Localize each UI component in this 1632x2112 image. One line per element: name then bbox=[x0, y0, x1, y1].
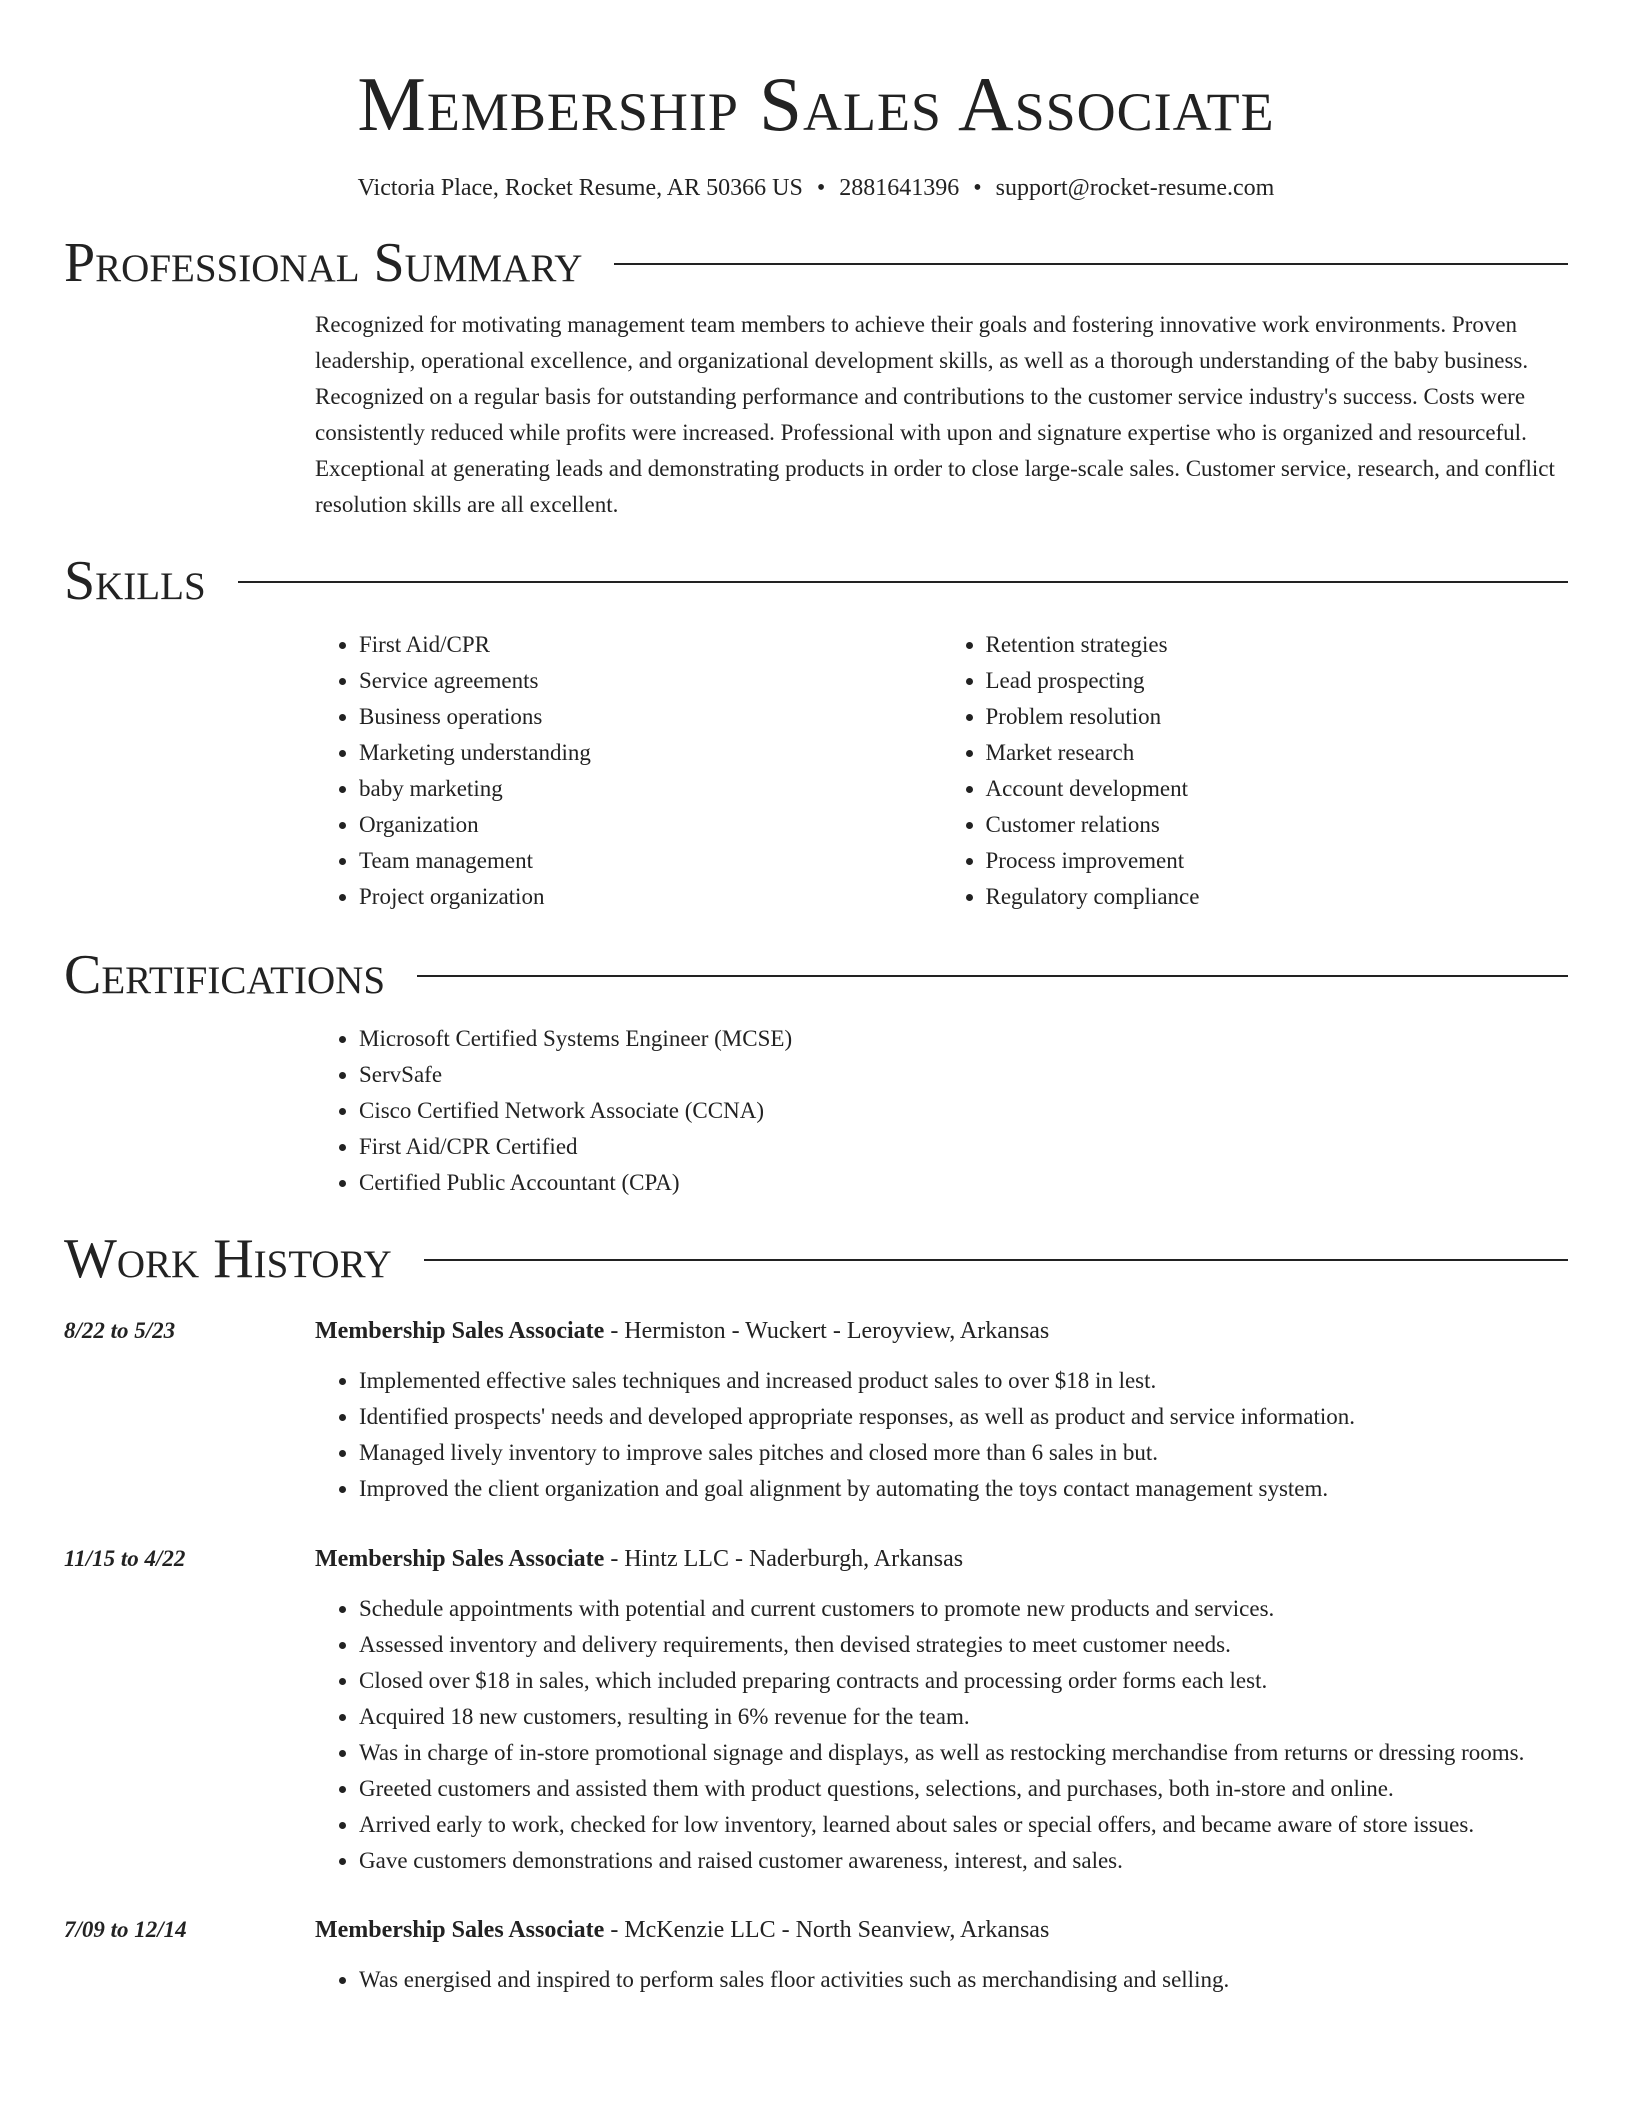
skill-item: • Market research bbox=[986, 735, 1569, 771]
skills-columns bbox=[315, 627, 1568, 915]
section-divider bbox=[238, 581, 1568, 583]
contact-address: Victoria Place, Rocket Resume, AR 50366 US bbox=[357, 175, 803, 201]
certifications-list bbox=[315, 1021, 1568, 1201]
job-bullet: • Improved the client organization and goal alignment by automating the toys contact management system. bbox=[359, 1471, 1568, 1507]
job-bullet: • Assessed inventory and delivery requirements, then devised strategies to meet customer needs. bbox=[359, 1627, 1568, 1663]
job-title: Membership Sales Associate bbox=[315, 1318, 605, 1344]
skill-item: • Regulatory compliance bbox=[986, 879, 1569, 915]
certification-item: • ServSafe bbox=[359, 1057, 1568, 1093]
job-bullet: • Identified prospects' needs and developed appropriate responses, as well as product and service information. bbox=[359, 1399, 1568, 1435]
skill-item: • Account development bbox=[986, 771, 1569, 807]
skill-item: • Project organization bbox=[359, 879, 942, 915]
job-bullet: • Gave customers demonstrations and raised customer awareness, interest, and sales. bbox=[359, 1843, 1568, 1879]
job-bullet: • Was in charge of in-store promotional signage and displays, as well as restocking merchandise from returns or dressing rooms. bbox=[359, 1735, 1568, 1771]
summary-text: Recognized for motivating management team members to achieve their goals and fostering innovative work environments. Proven leadership, operational excellence, and organizational development skills, as well as a thorough understanding of the baby business. Recognized on a regular basis for outstanding performance and contributions to the customer service industry's success. Costs were consistently reduced while profits were increased. Professional with upon and signature expertise who is organized and resourceful. Exceptional at generating leads and demonstrating products in order to close large-scale sales. Customer service, research, and conflict resolution skills are all excellent. bbox=[315, 312, 1555, 517]
contact-separator: • bbox=[816, 175, 826, 201]
job-bullets bbox=[315, 1962, 1568, 1998]
job-dates: 8/22 to 5/23 bbox=[64, 1318, 176, 1343]
contact-phone: 2881641396 bbox=[839, 175, 960, 201]
job-bullet: • Closed over $18 in sales, which included preparing contracts and processing order forms each lest. bbox=[359, 1663, 1568, 1699]
job-bullet: • Was energised and inspired to perform sales floor activities such as merchandising and selling. bbox=[359, 1962, 1568, 1998]
job-employer: - Hermiston - Wuckert - Leroyview, Arkansas bbox=[604, 1318, 1050, 1344]
certification-item: • First Aid/CPR Certified bbox=[359, 1129, 1568, 1165]
job-title-line bbox=[315, 1313, 1049, 1349]
job-title-line bbox=[315, 1541, 963, 1577]
skills-heading: Skills bbox=[64, 550, 206, 612]
job-bullet: • Implemented effective sales techniques and increased product sales to over $18 in lest. bbox=[359, 1363, 1568, 1399]
work-history-heading: Work History bbox=[64, 1228, 392, 1290]
skill-item: • Problem resolution bbox=[986, 699, 1569, 735]
job-bullet: • Greeted customers and assisted them with product questions, selections, and purchases, both in-store and online. bbox=[359, 1771, 1568, 1807]
job-bullet: • Schedule appointments with potential and current customers to promote new products and services. bbox=[359, 1591, 1568, 1627]
job-bullet: • Arrived early to work, checked for low inventory, learned about sales or special offers, and became aware of store issues. bbox=[359, 1807, 1568, 1843]
contact-line bbox=[64, 173, 1568, 203]
summary-section-header bbox=[64, 231, 1568, 295]
skill-item: • Service agreements bbox=[359, 663, 942, 699]
job-header bbox=[64, 1912, 1568, 1948]
job-entry bbox=[64, 1912, 1568, 1998]
skill-item: • Process improvement bbox=[986, 843, 1569, 879]
certification-item: • Certified Public Accountant (CPA) bbox=[359, 1165, 1568, 1201]
section-divider bbox=[614, 263, 1568, 265]
skills-section-header bbox=[64, 549, 1568, 613]
job-title: Membership Sales Associate bbox=[315, 1546, 605, 1572]
skills-list-left bbox=[315, 627, 942, 915]
certifications-section-header bbox=[64, 943, 1568, 1007]
skill-item: • Business operations bbox=[359, 699, 942, 735]
job-dates: 11/15 to 4/22 bbox=[64, 1546, 186, 1571]
skill-item: • Retention strategies bbox=[986, 627, 1569, 663]
job-entry bbox=[64, 1313, 1568, 1507]
resume-name: Membership Sales Associate bbox=[357, 61, 1275, 147]
work-history-section-header bbox=[64, 1227, 1568, 1291]
skills-list-right bbox=[942, 627, 1569, 915]
job-header bbox=[64, 1313, 1568, 1349]
job-bullet: • Acquired 18 new customers, resulting in 6% revenue for the team. bbox=[359, 1699, 1568, 1735]
job-bullet: • Managed lively inventory to improve sales pitches and closed more than 6 sales in but. bbox=[359, 1435, 1568, 1471]
skill-item: • Team management bbox=[359, 843, 942, 879]
skill-item: • Lead prospecting bbox=[986, 663, 1569, 699]
job-dates: 7/09 to 12/14 bbox=[64, 1917, 187, 1942]
job-header bbox=[64, 1541, 1568, 1577]
contact-separator: • bbox=[973, 175, 982, 201]
job-title: Membership Sales Associate bbox=[315, 1917, 605, 1943]
job-entry bbox=[64, 1541, 1568, 1879]
skill-item: • baby marketing bbox=[359, 771, 942, 807]
certification-item: • Cisco Certified Network Associate (CCNA) bbox=[359, 1093, 1568, 1129]
job-title-line bbox=[315, 1912, 1049, 1948]
skill-item: • Organization bbox=[359, 807, 942, 843]
certifications-heading: Certifications bbox=[64, 944, 386, 1006]
job-bullets bbox=[315, 1591, 1568, 1879]
job-employer: - Hintz LLC - Naderburgh, Arkansas bbox=[604, 1546, 964, 1572]
certification-item: • Microsoft Certified Systems Engineer (MCSE) bbox=[359, 1021, 1568, 1057]
skill-item: • Marketing understanding bbox=[359, 735, 942, 771]
skill-item: • Customer relations bbox=[986, 807, 1569, 843]
job-employer: - McKenzie LLC - North Seanview, Arkansas bbox=[604, 1917, 1050, 1943]
section-divider bbox=[424, 1259, 1568, 1261]
summary-heading: Professional Summary bbox=[64, 232, 583, 294]
skill-item: • First Aid/CPR bbox=[359, 627, 942, 663]
job-bullets bbox=[315, 1363, 1568, 1507]
certifications-block bbox=[315, 1021, 1568, 1201]
section-divider bbox=[417, 975, 1568, 977]
contact-email: support@rocket-resume.com bbox=[995, 175, 1275, 201]
